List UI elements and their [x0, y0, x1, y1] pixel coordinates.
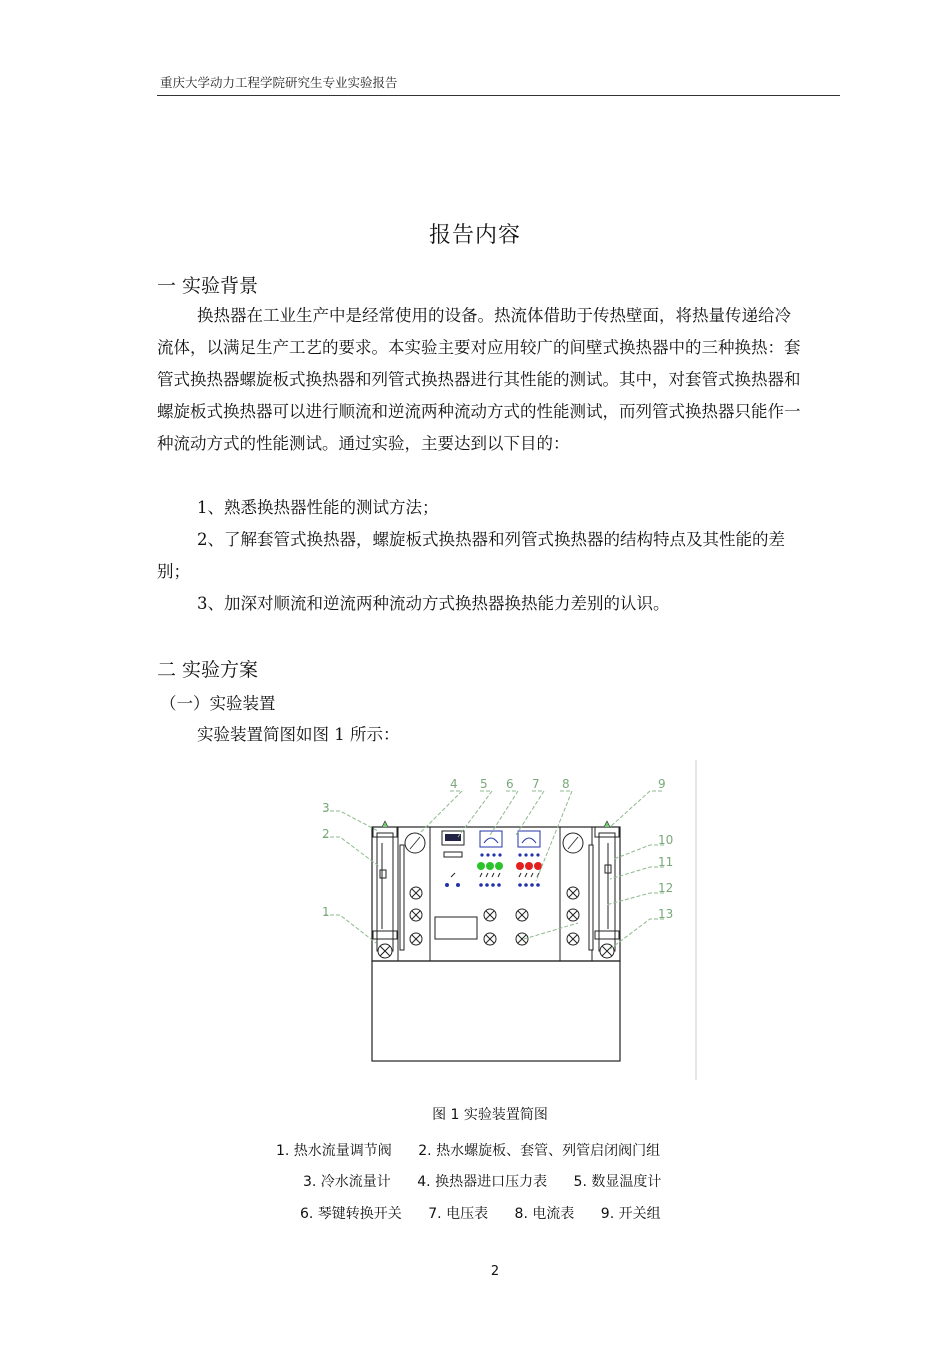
legend-item: 3. 冷水流量计: [303, 1174, 391, 1190]
callout-2: 2: [322, 827, 330, 841]
legend-item: 9. 开关组: [600, 1206, 661, 1222]
callout-12: 12: [658, 881, 674, 895]
objective-item-2: [157, 524, 807, 588]
callout-4: 4: [450, 777, 458, 791]
legend-item: 7. 电压表: [428, 1206, 489, 1222]
callout-7: 7: [532, 777, 540, 791]
page-number: 2: [490, 1264, 500, 1279]
subheading-apparatus: （一）实验装置: [160, 694, 276, 713]
figure-legend-row-2: [303, 1171, 683, 1191]
legend-item: 8. 电流表: [514, 1206, 575, 1222]
callout-labels: [310, 755, 700, 1080]
section-heading-background: 一 实验背景: [157, 275, 259, 297]
legend-item: 6. 琴键转换开关: [300, 1206, 402, 1222]
callout-5: 5: [480, 777, 488, 791]
callout-6: 6: [506, 777, 514, 791]
running-header: 重庆大学动力工程学院研究生专业实验报告: [160, 75, 398, 90]
callout-8: 8: [562, 777, 570, 791]
background-paragraph: [157, 300, 807, 460]
legend-item: 4. 换热器进口压力表: [417, 1174, 548, 1190]
report-title: 报告内容: [428, 223, 521, 248]
callout-9: 9: [658, 777, 666, 791]
figure-legend-row-3: [300, 1203, 683, 1223]
legend-item: 1. 热水流量调节阀: [276, 1143, 392, 1159]
callout-11: 11: [658, 855, 674, 869]
callout-13: 13: [658, 907, 674, 921]
objective-item-2-text: 2、了解套管式换热器，螺旋板式换热器和列管式换热器的结构特点及其性能的差别；: [157, 530, 785, 581]
figure-legend-row-1: [276, 1140, 682, 1160]
callout-1: 1: [322, 905, 330, 919]
objective-item-3: 3、加深对顺流和逆流两种流动方式换热器换热能力差别的认识。: [197, 594, 670, 613]
legend-item: 2. 热水螺旋板、套管、列管启闭阀门组: [418, 1143, 661, 1159]
background-paragraph-text: 换热器在工业生产中是经常使用的设备。热流体借助于传热壁面，将热量传递给冷流体，以满足生产工艺的要求。本实验主要对应用较广的间壁式换热器中的三种换热：套管式换热器螺旋板式换热器和列管式换热器进行其性能的测试。其中，对套管式换热器和螺旋板式换热器可以进行顺流和逆流两种流动方式的性能测试，而列管式换热器只能作一种流动方式的性能测试。通过实验，主要达到以下目的：: [157, 306, 801, 453]
legend-item: 5. 数显温度计: [573, 1174, 662, 1190]
figure-intro-text: 实验装置简图如图 1 所示：: [197, 725, 400, 744]
callout-10: 10: [658, 833, 674, 847]
callout-3: 3: [322, 801, 330, 815]
figure-caption: 图 1 实验装置简图: [432, 1107, 548, 1123]
header-rule: [157, 95, 840, 96]
section-heading-scheme: 二 实验方案: [157, 659, 259, 681]
objective-item-1: 1、熟悉换热器性能的测试方法；: [197, 498, 439, 517]
